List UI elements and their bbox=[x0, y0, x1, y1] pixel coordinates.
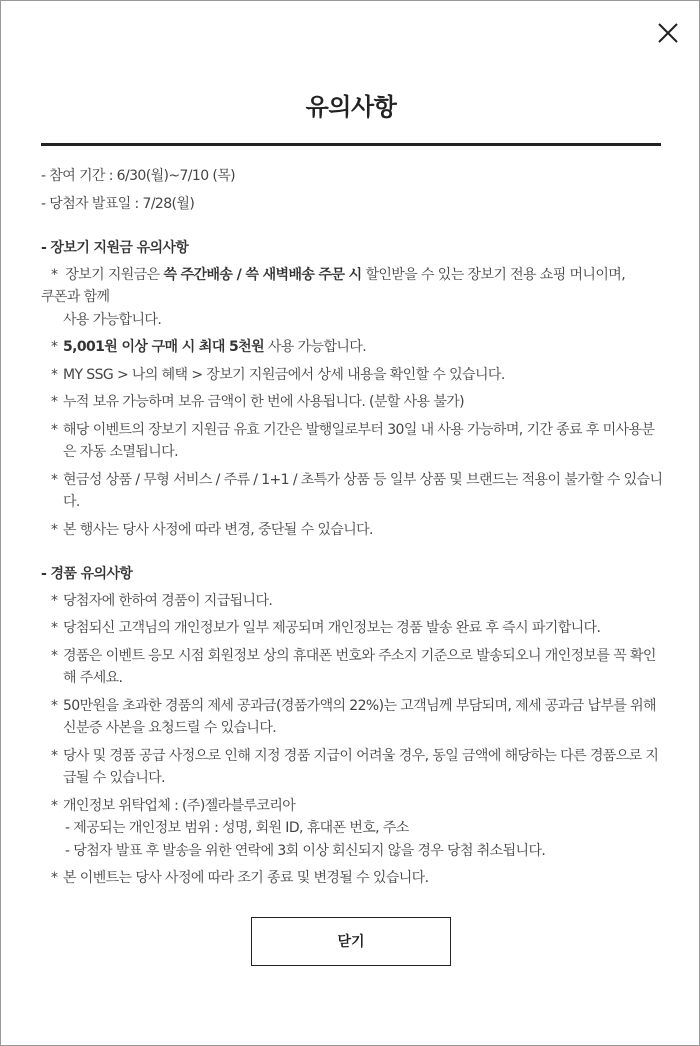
modal-title: 유의사항 bbox=[305, 93, 397, 121]
list-item: * 50만원을 초과한 경품의 제세 공과금(경품가액의 22%)는 고객님께 부담되며, 제세 공과금 납부를 위해 신분증 사본을 요청드릴 수 있습니다. bbox=[51, 697, 656, 736]
list-item: * 현금성 상품 / 무형 서비스 / 주류 / 1+1 / 초특가 상품 등 일부 상품 및 브랜드는 적용이 불가할 수 있습니다. bbox=[51, 471, 663, 510]
list-item: * 당첨자에 한하여 경품이 지급됩니다. bbox=[51, 592, 273, 609]
list-item: * 해당 이벤트의 장보기 지원금 유효 기간은 발행일로부터 30일 내 사용 가능하며, 기간 종료 후 미사용분은 자동 소멸됩니다. bbox=[51, 421, 655, 460]
list-item: * 본 이벤트는 당사 사정에 따라 조기 종료 및 변경될 수 있습니다. bbox=[51, 870, 429, 886]
list-item: * 경품은 이벤트 응모 시점 회원정보 상의 휴대폰 번호와 주소지 기준으로 발송되오니 개인정보를 꼭 확인해 주세요. bbox=[51, 647, 656, 686]
prize-section bbox=[41, 563, 663, 890]
section-title-grocery: - 장보기 지원금 유의사항 bbox=[41, 240, 189, 256]
list-item: * 본 행사는 당사 사정에 따라 변경, 중단될 수 있습니다. bbox=[51, 521, 373, 538]
announcement-date: - 당첨자 발표일 : 7/28(월) bbox=[41, 195, 195, 212]
list-item: * 당첨되신 고객님의 개인정보가 일부 제공되며 개인정보는 경품 발송 완료 후 즉시 파기합니다. bbox=[51, 620, 601, 636]
list-item: * 장보기 지원금은 쓱 주간배송 / 쓱 새벽배송 주문 시 할인받을 수 있는 장보기 전용 쇼핑 머니이며, 쿠폰과 함께 사용 가능합니다. bbox=[41, 266, 626, 328]
list-item: * 5,001원 이상 구매 시 최대 5천원 사용 가능합니다. bbox=[51, 339, 367, 355]
sub-item: - 당첨자 발표 후 발송을 위한 연락에 3회 이상 회신되지 않을 경우 당첨 취소됩니다. bbox=[65, 842, 546, 859]
title-divider bbox=[41, 143, 661, 146]
close-icon[interactable] bbox=[653, 18, 683, 48]
list-item: * 누적 보유 가능하며 보유 금액이 한 번에 사용됩니다. (분할 사용 불가) bbox=[51, 394, 465, 410]
grocery-credit-section bbox=[41, 237, 663, 541]
section-title-prize: - 경품 유의사항 bbox=[41, 566, 133, 582]
close-button[interactable]: 닫기 bbox=[251, 917, 451, 966]
event-period: - 참여 기간 : 6/30(월)~7/10 (목) bbox=[41, 168, 236, 184]
list-item: * 당사 및 경품 공급 사정으로 인해 지정 경품 지급이 어려울 경우, 동일 금액에 해당하는 다른 경품으로 지급될 수 있습니다. bbox=[51, 747, 659, 786]
notice-content bbox=[41, 165, 663, 895]
list-item: * 개인정보 위탁업체 : (주)젤라블루코리아 - 제공되는 개인정보 범위 : 성명, 회원 ID, 휴대폰 번호, 주소 - 당첨자 발표 후 발송을 위한 연락에 3회 이상 회신되지 않을 경우 당첨 취소됩니다. bbox=[41, 795, 663, 863]
sub-item: - 제공되는 개인정보 범위 : 성명, 회원 ID, 휴대폰 번호, 주소 bbox=[65, 820, 409, 836]
list-item: * MY SSG > 나의 혜택 > 장보기 지원금에서 상세 내용을 확인할 수 있습니다. bbox=[51, 366, 505, 383]
